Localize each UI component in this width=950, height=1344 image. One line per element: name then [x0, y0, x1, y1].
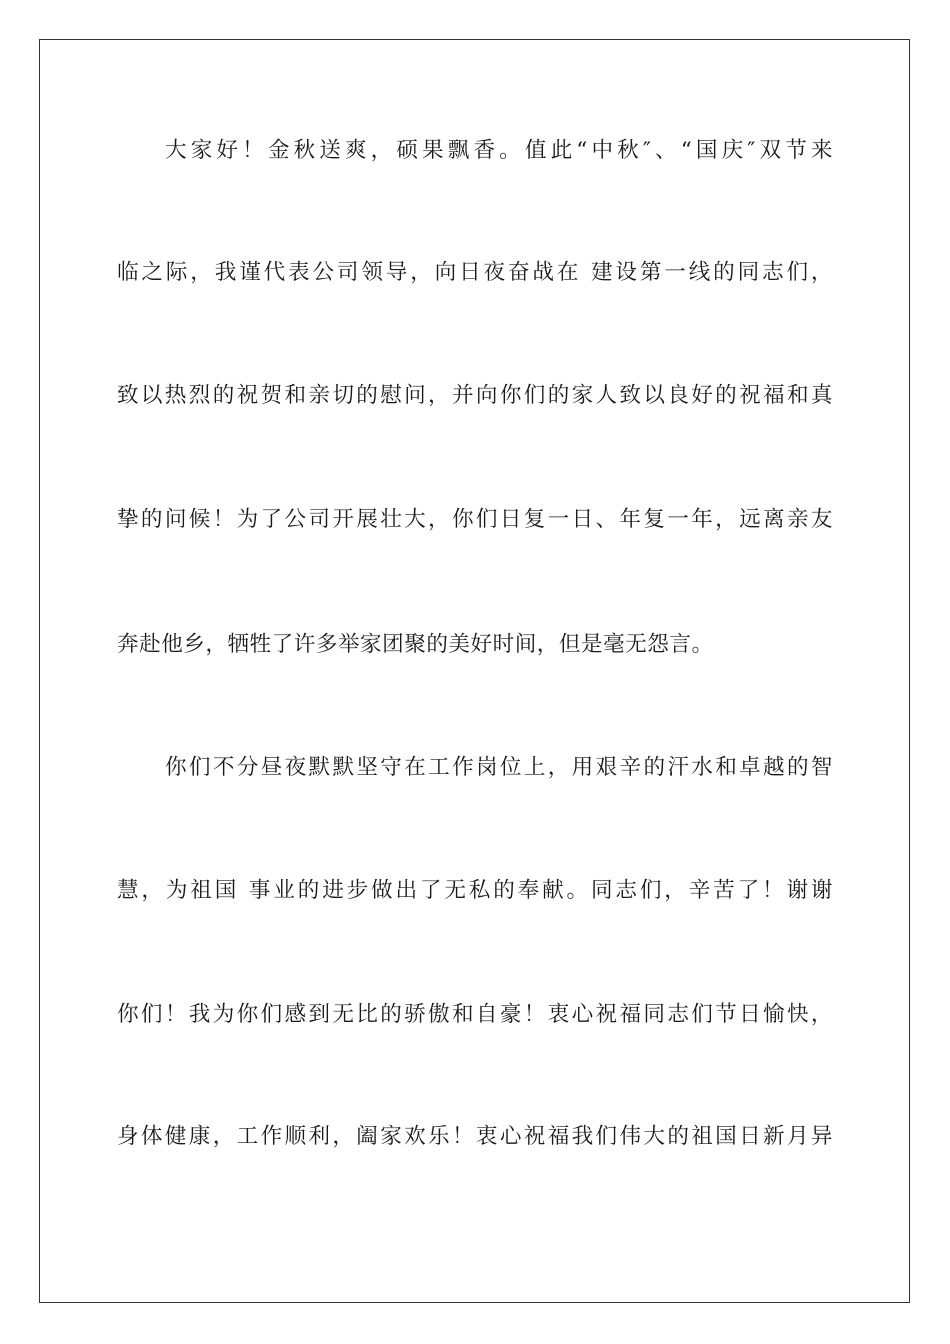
text-line: 奔赴他乡，牺牲了许多举家团聚的美好时间，但是毫无怨言。: [117, 632, 714, 657]
text-line: 你们不分昼夜默默坚守在工作岗位上，用艰辛的汗水和卓越的智: [165, 755, 833, 780]
text-line: 大家好！金秋送爽，硕果飘香。值此“中秋″、“国庆″双节来: [165, 138, 833, 163]
text-line: 身体健康，工作顺利，阖家欢乐！衷心祝福我们伟大的祖国日新月异: [117, 1124, 833, 1149]
text-line: 致以热烈的祝贺和亲切的慰问，并向你们的家人致以良好的祝福和真: [117, 383, 833, 408]
page-border: [39, 39, 910, 1303]
text-line: 慧，为祖国 事业的进步做出了无私的奉献。同志们，辛苦了！谢谢: [117, 878, 833, 903]
text-line: 你们！我为你们感到无比的骄傲和自豪！衷心祝福同志们节日愉快，: [117, 1002, 833, 1027]
text-line: 挚的问候！为了公司开展壮大，你们日复一日、年复一年，远离亲友: [117, 507, 833, 532]
text-line: 临之际，我谨代表公司领导，向日夜奋战在 建设第一线的同志们，: [117, 260, 833, 285]
